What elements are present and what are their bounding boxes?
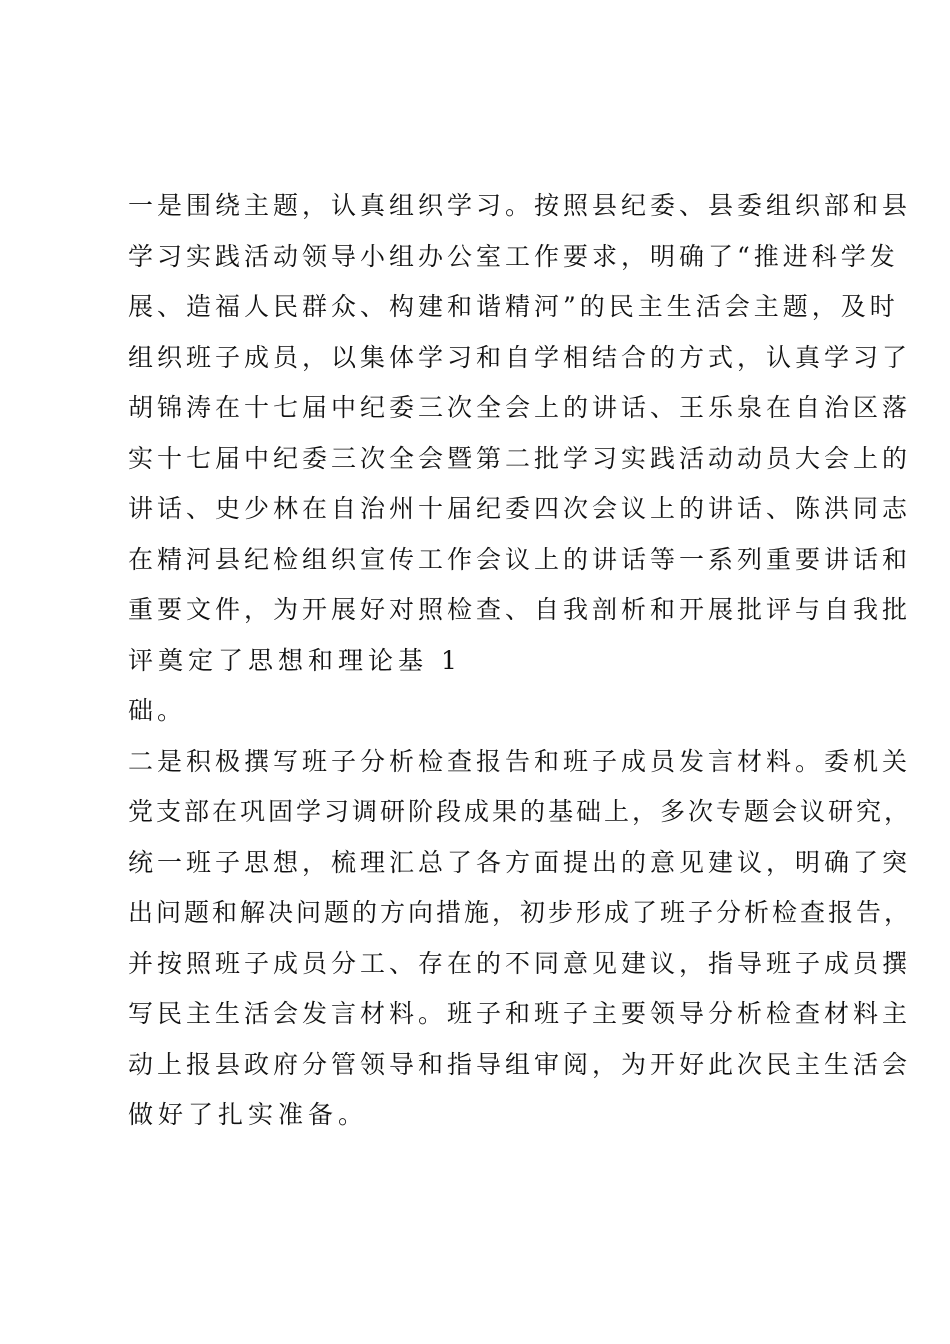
paragraph-line: 重要文件，为开展好对照检查、自我剖析和开展批评与自我批 bbox=[128, 595, 912, 624]
paragraph-line: 在精河县纪检组织宣传工作会议上的讲话等一系列重要讲话和 bbox=[128, 544, 912, 574]
paragraph-line: 实十七届中纪委三次全会暨第二批学习实践活动动员大会上的 bbox=[128, 443, 912, 473]
paragraph-line: 础。 bbox=[128, 696, 187, 725]
paragraph-line: 二是积极撰写班子分析检查报告和班子成员发言材料。委机关 bbox=[128, 746, 912, 776]
paragraph-line: 学习实践活动领导小组办公室工作要求，明确了“推进科学发 bbox=[128, 241, 899, 271]
paragraph-line: 出问题和解决问题的方向措施，初步形成了班子分析检查报告， bbox=[128, 898, 913, 927]
paragraph-line: 统一班子思想，梳理汇总了各方面提出的意见建议，明确了突 bbox=[128, 847, 912, 877]
document-body bbox=[128, 181, 913, 1141]
paragraph-line: 一是围绕主题，认真组织学习。按照县纪委、县委组织部和县 bbox=[128, 191, 912, 220]
paragraph-line: 胡锦涛在十七届中纪委三次全会上的讲话、王乐泉在自治区落 bbox=[128, 393, 912, 422]
paragraph-line: 写民主生活会发言材料。班子和班子主要领导分析检查材料主 bbox=[128, 999, 912, 1028]
paragraph-line: 展、造福人民群众、构建和谐精河”的民主生活会主题，及时 bbox=[128, 292, 899, 321]
paragraph-line: 做好了扎实准备。 bbox=[128, 1100, 369, 1129]
paragraph-line: 讲话、史少林在自治州十届纪委四次会议上的讲话、陈洪同志 bbox=[128, 494, 912, 523]
paragraph-line: 评奠定了思想和理论基 1 bbox=[128, 645, 462, 675]
paragraph-line: 党支部在巩固学习调研阶段成果的基础上，多次专题会议研究， bbox=[128, 797, 913, 826]
paragraph-line: 并按照班子成员分工、存在的不同意见建议，指导班子成员撰 bbox=[128, 948, 912, 978]
paragraph-line: 动上报县政府分管领导和指导组审阅，为开好此次民主生活会 bbox=[128, 1049, 912, 1079]
paragraph-line: 组织班子成员，以集体学习和自学相结合的方式，认真学习了 bbox=[128, 342, 912, 372]
